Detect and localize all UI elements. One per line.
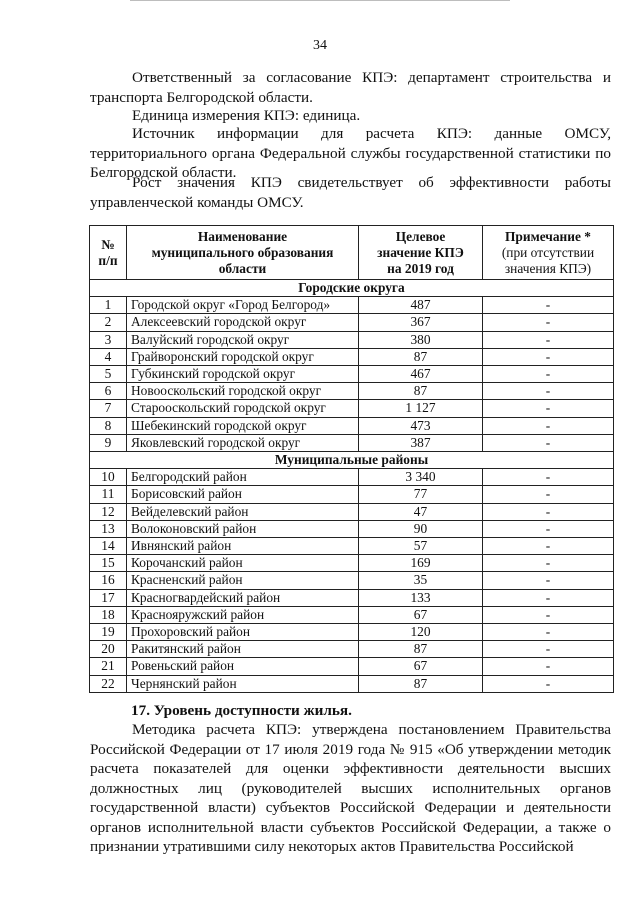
section-urban-label: Городские округа: [90, 280, 614, 297]
row-name: Вейделевский район: [127, 503, 359, 520]
row-note: -: [483, 314, 614, 331]
table-row: [90, 675, 614, 692]
row-num: 12: [90, 503, 127, 520]
row-num: 14: [90, 538, 127, 555]
row-value: 367: [359, 314, 483, 331]
row-num: 9: [90, 434, 127, 451]
row-num: 5: [90, 366, 127, 383]
header-note: [483, 226, 614, 280]
row-value: 387: [359, 434, 483, 451]
row-note: -: [483, 486, 614, 503]
row-name: Чернянский район: [127, 675, 359, 692]
row-note: -: [483, 658, 614, 675]
row-name: Ровеньский район: [127, 658, 359, 675]
page-number: 34: [313, 38, 327, 53]
row-note: -: [483, 366, 614, 383]
row-value: 487: [359, 297, 483, 314]
row-num: 22: [90, 675, 127, 692]
row-num: 15: [90, 555, 127, 572]
table-header-row: [90, 226, 614, 280]
row-value: 169: [359, 555, 483, 572]
header-value-line2: значение КПЭ: [377, 244, 464, 260]
row-name: Прохоровский район: [127, 624, 359, 641]
row-value: 473: [359, 417, 483, 434]
row-num: 4: [90, 348, 127, 365]
row-note: -: [483, 589, 614, 606]
header-note-line2: (при отсутствии: [501, 244, 595, 260]
paragraph-growth-text: Рост значения КПЭ свидетельствует об эффективности работы управленческой команды ОМСУ.: [90, 174, 611, 211]
row-name: Волоконовский район: [127, 520, 359, 537]
header-value: [359, 226, 483, 280]
row-value: 120: [359, 624, 483, 641]
row-name: Краснояружский район: [127, 606, 359, 623]
row-note: -: [483, 331, 614, 348]
row-note: -: [483, 675, 614, 692]
table-row: [90, 469, 614, 486]
table-row: [90, 297, 614, 314]
row-value: 77: [359, 486, 483, 503]
header-value-line3: на 2019 год: [387, 260, 454, 276]
row-value: 67: [359, 606, 483, 623]
paragraph-source-text: Источник информации для расчета КПЭ: данные ОМСУ, территориального органа Федеральной службы государственной статистики по Белгородской области.: [90, 125, 611, 181]
table-row: [90, 383, 614, 400]
row-num: 13: [90, 520, 127, 537]
row-note: -: [483, 417, 614, 434]
header-name-line3: области: [218, 260, 267, 276]
row-name: Белгородский район: [127, 469, 359, 486]
row-name: Валуйский городской округ: [127, 331, 359, 348]
row-num: 8: [90, 417, 127, 434]
header-num: [90, 226, 127, 280]
table-row: [90, 606, 614, 623]
row-note: -: [483, 606, 614, 623]
row-note: -: [483, 383, 614, 400]
table-row: [90, 572, 614, 589]
row-name: Городской округ «Город Белгород»: [127, 297, 359, 314]
kpe-table: [89, 225, 614, 693]
table-row: [90, 486, 614, 503]
row-value: 87: [359, 348, 483, 365]
row-num: 3: [90, 331, 127, 348]
row-note: -: [483, 348, 614, 365]
row-num: 17: [90, 589, 127, 606]
table-row: [90, 348, 614, 365]
paragraph-responsible: [90, 68, 611, 107]
row-note: -: [483, 538, 614, 555]
header-name-line2: муниципального образования: [151, 244, 334, 260]
row-num: 19: [90, 624, 127, 641]
row-value: 87: [359, 383, 483, 400]
row-num: 21: [90, 658, 127, 675]
row-name: Борисовский район: [127, 486, 359, 503]
paragraph-growth: [90, 173, 611, 212]
section-row-municipal: [90, 452, 614, 469]
paragraph-unit-text: Единица измерения КПЭ: единица.: [132, 107, 361, 124]
paragraph-responsible-text: Ответственный за согласование КПЭ: департамент строительства и транспорта Белгородской области.: [90, 69, 611, 106]
row-note: -: [483, 641, 614, 658]
row-name: Ивнянский район: [127, 538, 359, 555]
table-row: [90, 314, 614, 331]
row-note: -: [483, 400, 614, 417]
row-num: 16: [90, 572, 127, 589]
row-name: Корочанский район: [127, 555, 359, 572]
header-name-line1: Наименование: [197, 228, 288, 244]
row-note: -: [483, 555, 614, 572]
row-num: 1: [90, 297, 127, 314]
table-row: [90, 658, 614, 675]
row-name: Красненский район: [127, 572, 359, 589]
row-value: 35: [359, 572, 483, 589]
row-name: Ракитянский район: [127, 641, 359, 658]
table-row: [90, 624, 614, 641]
table-row: [90, 331, 614, 348]
row-value: 47: [359, 503, 483, 520]
row-value: 1 127: [359, 400, 483, 417]
row-num: 20: [90, 641, 127, 658]
header-num-line2: п/п: [98, 252, 118, 268]
row-note: -: [483, 520, 614, 537]
table-row: [90, 366, 614, 383]
row-num: 7: [90, 400, 127, 417]
row-name: Яковлевский городской округ: [127, 434, 359, 451]
row-value: 67: [359, 658, 483, 675]
table-row: [90, 641, 614, 658]
row-note: -: [483, 469, 614, 486]
row-value: 57: [359, 538, 483, 555]
row-num: 11: [90, 486, 127, 503]
row-note: -: [483, 624, 614, 641]
table-row: [90, 417, 614, 434]
paragraph-methodology-text: Методика расчета КПЭ: утверждена постановлением Правительства Российской Федерации от 17 июля 2019 года № 915 «Об утверждении методик расчета показателей для оценки эффективности деятельности высших должностных лиц (руководителей высших исполнительных органов государственной власти) субъектов Российской Федерации и деятельности органов исполнительной власти субъектов Российской Федерации, а также о признании утратившими силу некоторых актов Правительства Российской: [90, 721, 611, 855]
row-value: 133: [359, 589, 483, 606]
header-value-line1: Целевое: [395, 228, 446, 244]
table-row: [90, 589, 614, 606]
row-num: 2: [90, 314, 127, 331]
section-heading: 17. Уровень доступности жилья.: [131, 702, 352, 719]
header-name: [127, 226, 359, 280]
row-note: -: [483, 434, 614, 451]
table-row: [90, 434, 614, 451]
row-note: -: [483, 572, 614, 589]
row-name: Грайворонский городской округ: [127, 348, 359, 365]
section-municipal-label: Муниципальные районы: [90, 452, 614, 469]
row-value: 467: [359, 366, 483, 383]
row-num: 18: [90, 606, 127, 623]
paragraph-methodology: [90, 720, 611, 857]
row-value: 3 340: [359, 469, 483, 486]
row-note: -: [483, 297, 614, 314]
row-value: 87: [359, 641, 483, 658]
row-name: Новооскольский городской округ: [127, 383, 359, 400]
table-row: [90, 503, 614, 520]
table-row: [90, 520, 614, 537]
row-name: Шебекинский городской округ: [127, 417, 359, 434]
row-value: 380: [359, 331, 483, 348]
row-value: 87: [359, 675, 483, 692]
header-note-line3: значения КПЭ): [504, 260, 592, 276]
paragraph-unit: [90, 106, 611, 126]
table-row: [90, 538, 614, 555]
header-note-line1: Примечание *: [505, 228, 591, 244]
row-note: -: [483, 503, 614, 520]
row-name: Красногвардейский район: [127, 589, 359, 606]
row-value: 90: [359, 520, 483, 537]
row-name: Губкинский городской округ: [127, 366, 359, 383]
row-name: Алексеевский городской округ: [127, 314, 359, 331]
header-num-line1: №: [101, 236, 115, 252]
table-row: [90, 400, 614, 417]
table-row: [90, 555, 614, 572]
section-row-urban: [90, 280, 614, 297]
top-rule: [130, 0, 510, 4]
row-num: 10: [90, 469, 127, 486]
row-num: 6: [90, 383, 127, 400]
row-name: Старооскольский городской округ: [127, 400, 359, 417]
